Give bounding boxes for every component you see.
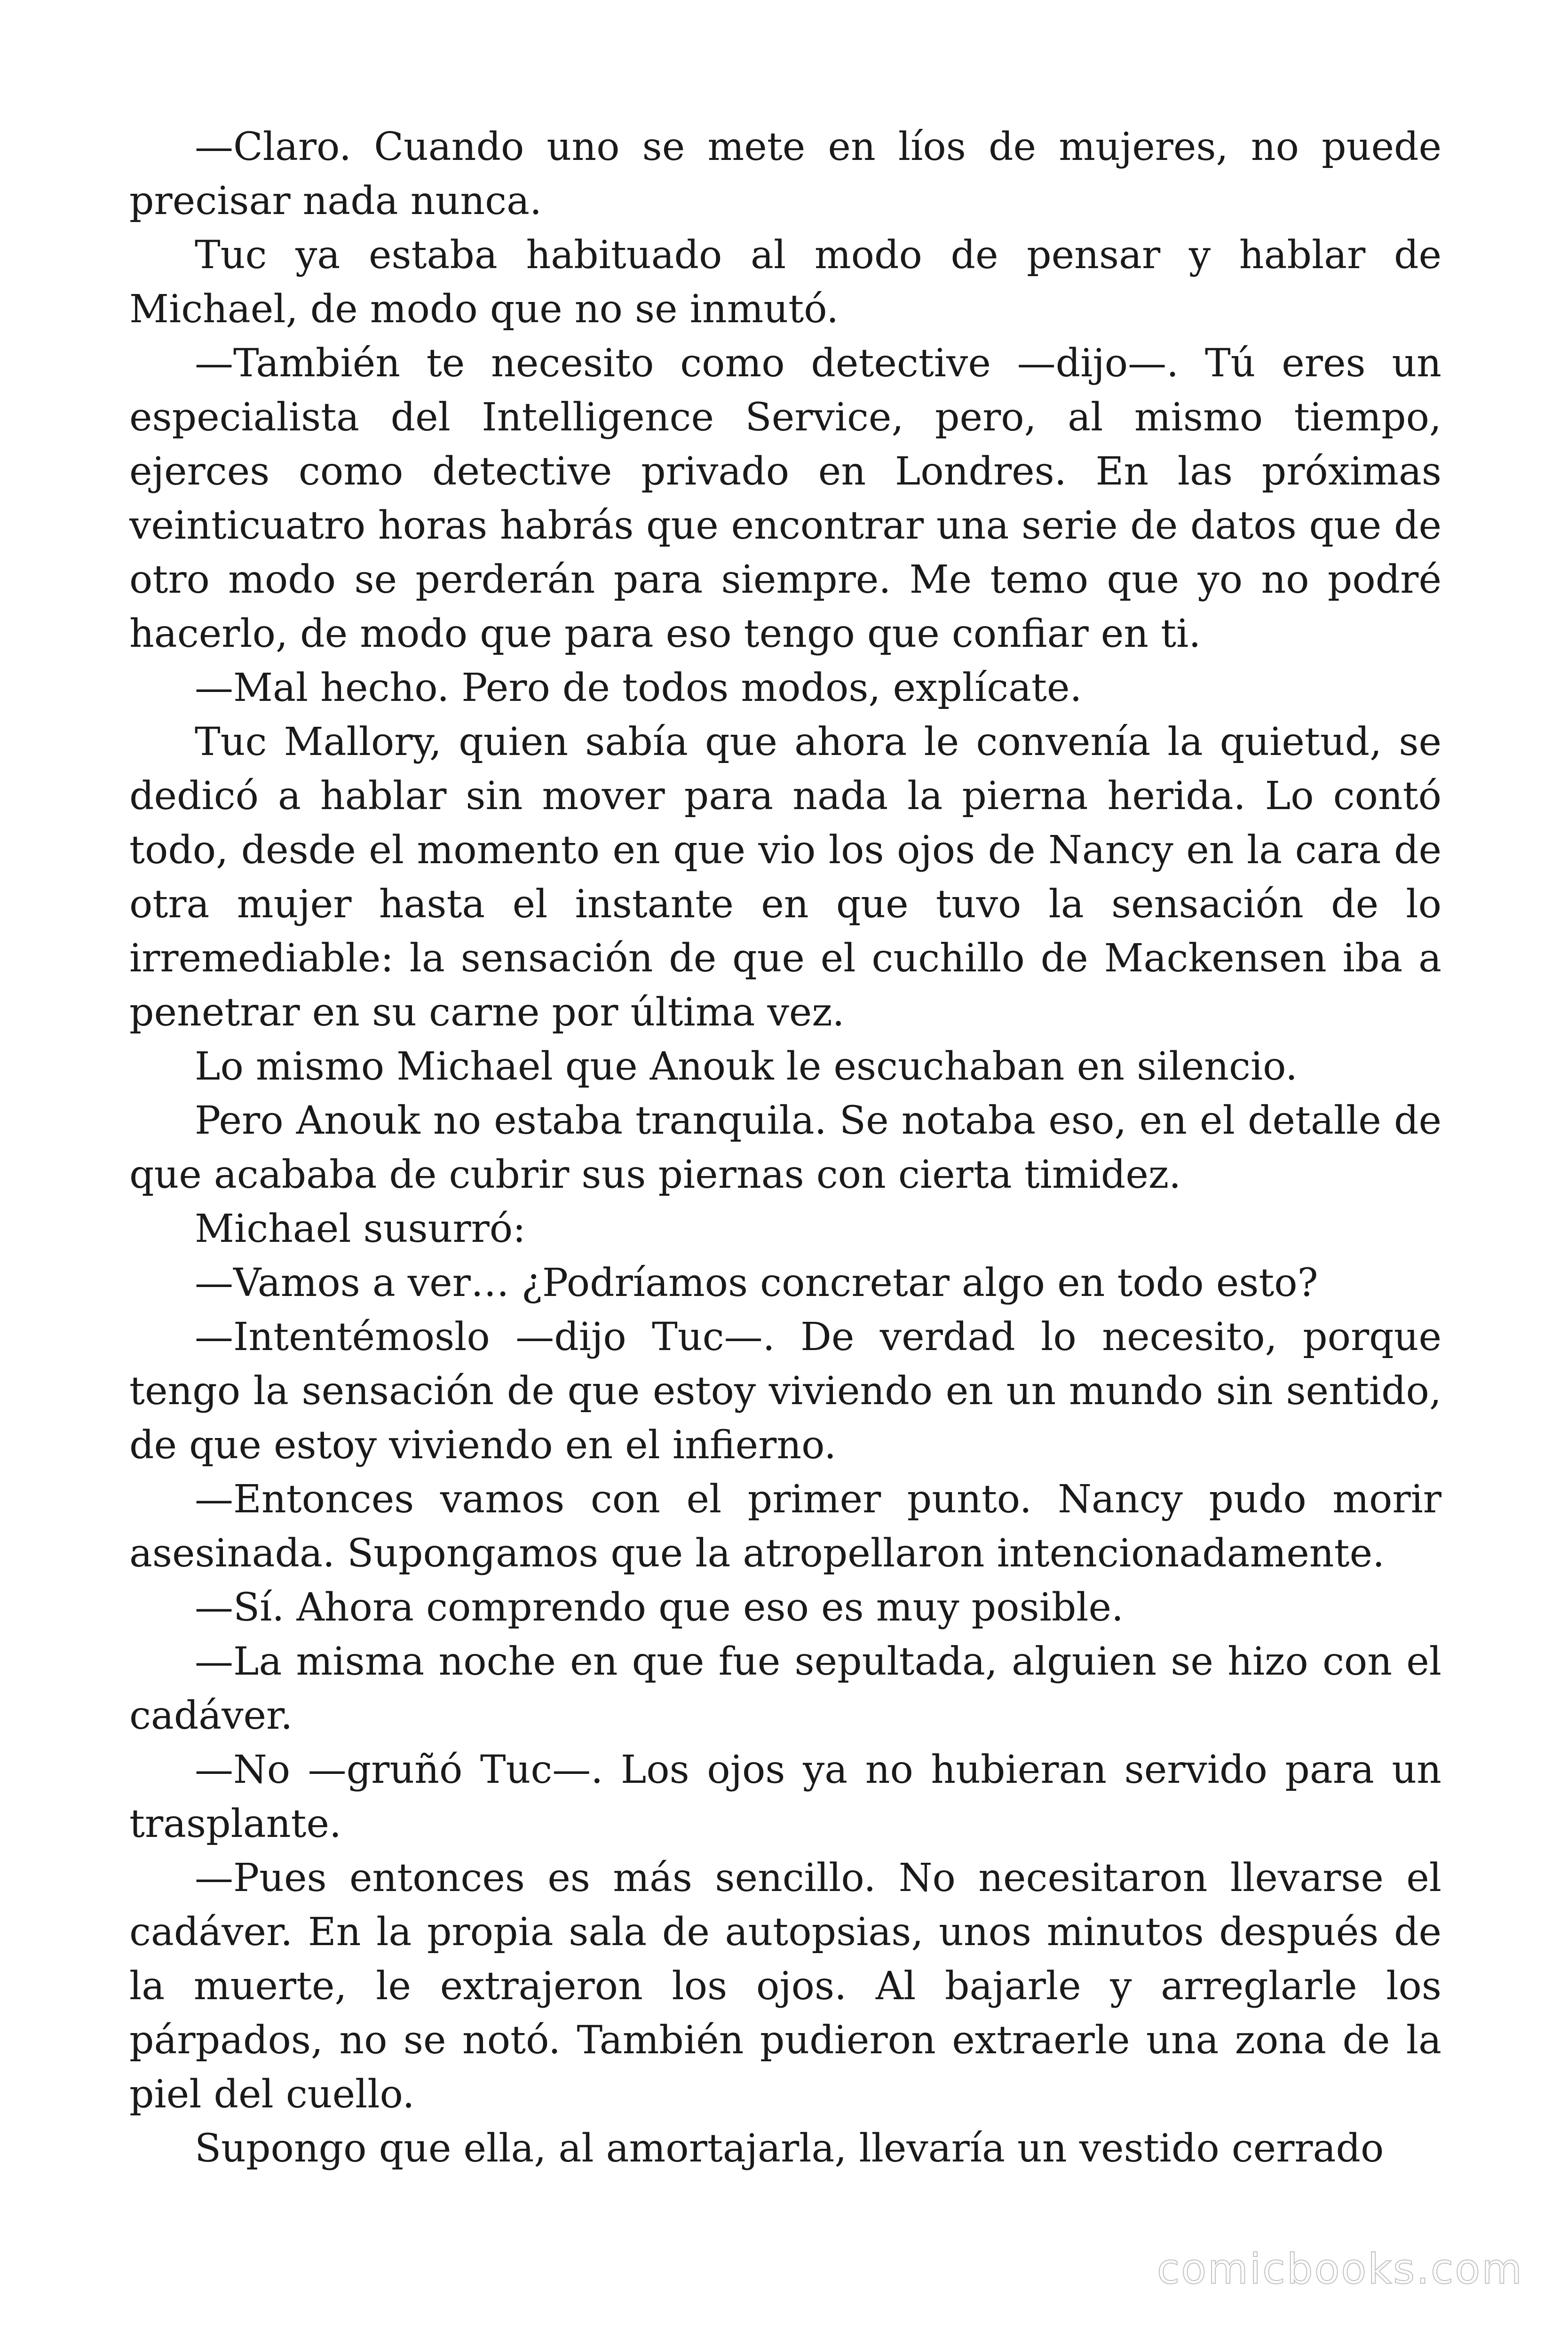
paragraph: —Pues entonces es más sencillo. No necesitaron llevarse el cadáver. En la propia sala de autopsias, unos minutos después de la muerte, le extrajeron los ojos. Al bajarle y arreglarle los párpados, no se notó. También pudieron extraerle una zona de la piel del cuello.	[129, 1856, 1441, 2117]
paragraph: Tuc Mallory, quien sabía que ahora le convenía la quietud, se dedicó a hablar sin mover para nada la pierna herida. Lo contó todo, desde el momento en que vio los ojos de Nancy en la cara de otra mujer hasta el instante en que tuvo la sensación de lo irremediable: la sensación de que el cuchillo de Mackensen iba a penetrar en su carne por última vez.	[129, 720, 1441, 1035]
paragraph: Tuc ya estaba habituado al modo de pensar y hablar de Michael, de modo que no se inmutó.	[129, 233, 1441, 332]
paragraph: —La misma noche en que fue sepultada, alguien se hizo con el cadáver.	[129, 1639, 1441, 1738]
paragraph: Pero Anouk no estaba tranquila. Se notaba eso, en el detalle de que acababa de cubrir sus piernas con cierta timidez.	[129, 1098, 1441, 1197]
paragraph: —Mal hecho. Pero de todos modos, explícate.	[195, 666, 1082, 710]
paragraph: —Vamos a ver… ¿Podríamos concretar algo en todo esto?	[195, 1261, 1318, 1305]
paragraph: —Intentémoslo —dijo Tuc—. De verdad lo necesito, porque tengo la sensación de que estoy viviendo en un mundo sin sentido, de que estoy viviendo en el infierno.	[129, 1315, 1441, 1468]
paragraph: —No —gruñó Tuc—. Los ojos ya no hubieran servido para un trasplante.	[129, 1748, 1441, 1846]
paragraph: —Entonces vamos con el primer punto. Nancy pudo morir asesinada. Supongamos que la atropellaron intencionadamente.	[129, 1477, 1441, 1576]
page-body	[129, 120, 1441, 2176]
paragraph: Supongo que ella, al amortajarla, llevaría un vestido cerrado	[195, 2126, 1384, 2171]
watermark: comicbooks.com	[1156, 2245, 1523, 2293]
paragraph: —Sí. Ahora comprendo que eso es muy posible.	[195, 1585, 1124, 1630]
paragraph: Michael susurró:	[195, 1207, 526, 1251]
paragraph: —Claro. Cuando uno se mete en líos de mujeres, no puede precisar nada nunca.	[129, 125, 1441, 223]
paragraph: Lo mismo Michael que Anouk le escuchaban en silencio.	[195, 1044, 1298, 1089]
paragraph: —También te necesito como detective —dijo—. Tú eres un especialista del Intelligence Service, pero, al mismo tiempo, ejerces como detective privado en Londres. En las próximas veinticuatro horas habrás que encontrar una serie de datos que de otro modo se perderán para siempre. Me temo que yo no podré hacerlo, de modo que para eso tengo que confiar en ti.	[129, 341, 1441, 656]
